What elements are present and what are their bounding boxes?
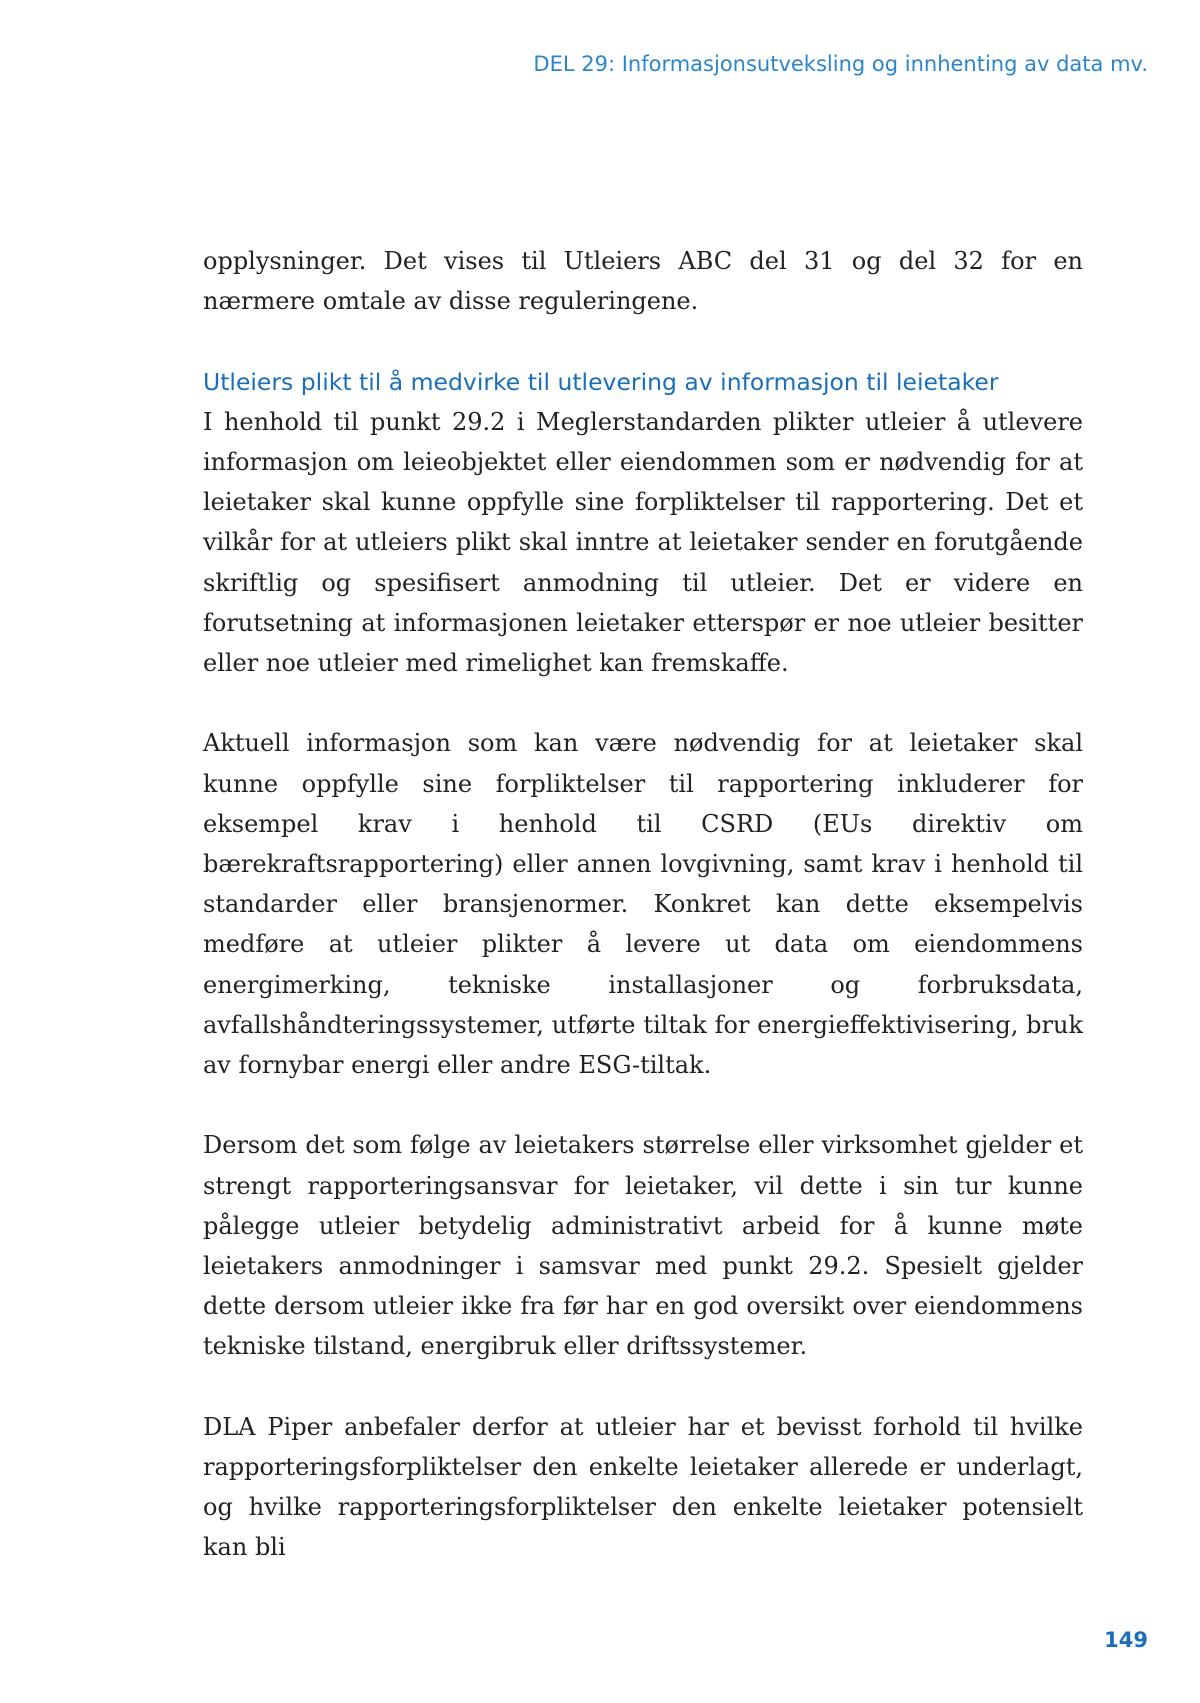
section-heading: Utleiers plikt til å medvirke til utlevering av informasjon til leietaker: [203, 367, 999, 396]
page-number: 149: [1104, 1628, 1148, 1652]
running-header: DEL 29: Informasjonsutveksling og innhenting av data mv.: [533, 52, 1148, 76]
paragraph-intro: opplysninger. Det vises til Utleiers ABC del 31 og del 32 for en nærmere omtale av disse reguleringene.: [203, 247, 1083, 316]
paragraph-reporting-burden: Dersom det som følge av leietakers størrelse eller virksomhet gjelder et strengt rapporteringsansvar for leietaker, vil dette i sin tur kunne pålegge utleier betydelig administrativt arbeid for å kunne møte leietakers anmodninger i samsvar med punkt 29.2. Spesielt gjelder dette dersom utleier ikke fra før har en god oversikt over eiendommens tekniske tilstand, energibruk eller driftssystemer.: [203, 1131, 1083, 1361]
paragraph-obligation: I henhold til punkt 29.2 i Meglerstandarden plikter utleier å utlevere informasjon om leieobjektet eller eiendommen som er nødvendig for at leietaker skal kunne oppfylle sine forpliktelser til rapportering. Det et vilkår for at utleiers plikt skal inntre at leietaker sender en forutgående skriftlig og spesifisert anmodning til utleier. Det er videre en forutsetning at informasjonen leietaker etterspør er noe utleier besitter eller noe utleier med rimelighet kan fremskaffe.: [203, 407, 1083, 678]
page-body: [203, 241, 1083, 1568]
paragraph-relevant-information: Aktuell informasjon som kan være nødvendig for at leietaker skal kunne oppfylle sine forpliktelser til rapportering inkluderer for eksempel krav i henhold til CSRD (EUs direktiv om bærekraftsrapportering) eller annen lovgivning, samt krav i henhold til standarder eller bransjenormer. Konkret kan dette eksempelvis medføre at utleier plikter å levere ut data om eiendommens energimerking, tekniske installasjoner og forbruksdata, avfallshåndteringssystemer, utførte tiltak for energieffektivisering, bruk av fornybar energi eller andre ESG-tiltak.: [203, 729, 1083, 1080]
paragraph-recommendation: DLA Piper anbefaler derfor at utleier har et bevisst forhold til hvilke rapporteringsforpliktelser den enkelte leietaker allerede er underlagt, og hvilke rapporteringsforpliktelser den enkelte leietaker potensielt kan bli: [203, 1412, 1083, 1562]
